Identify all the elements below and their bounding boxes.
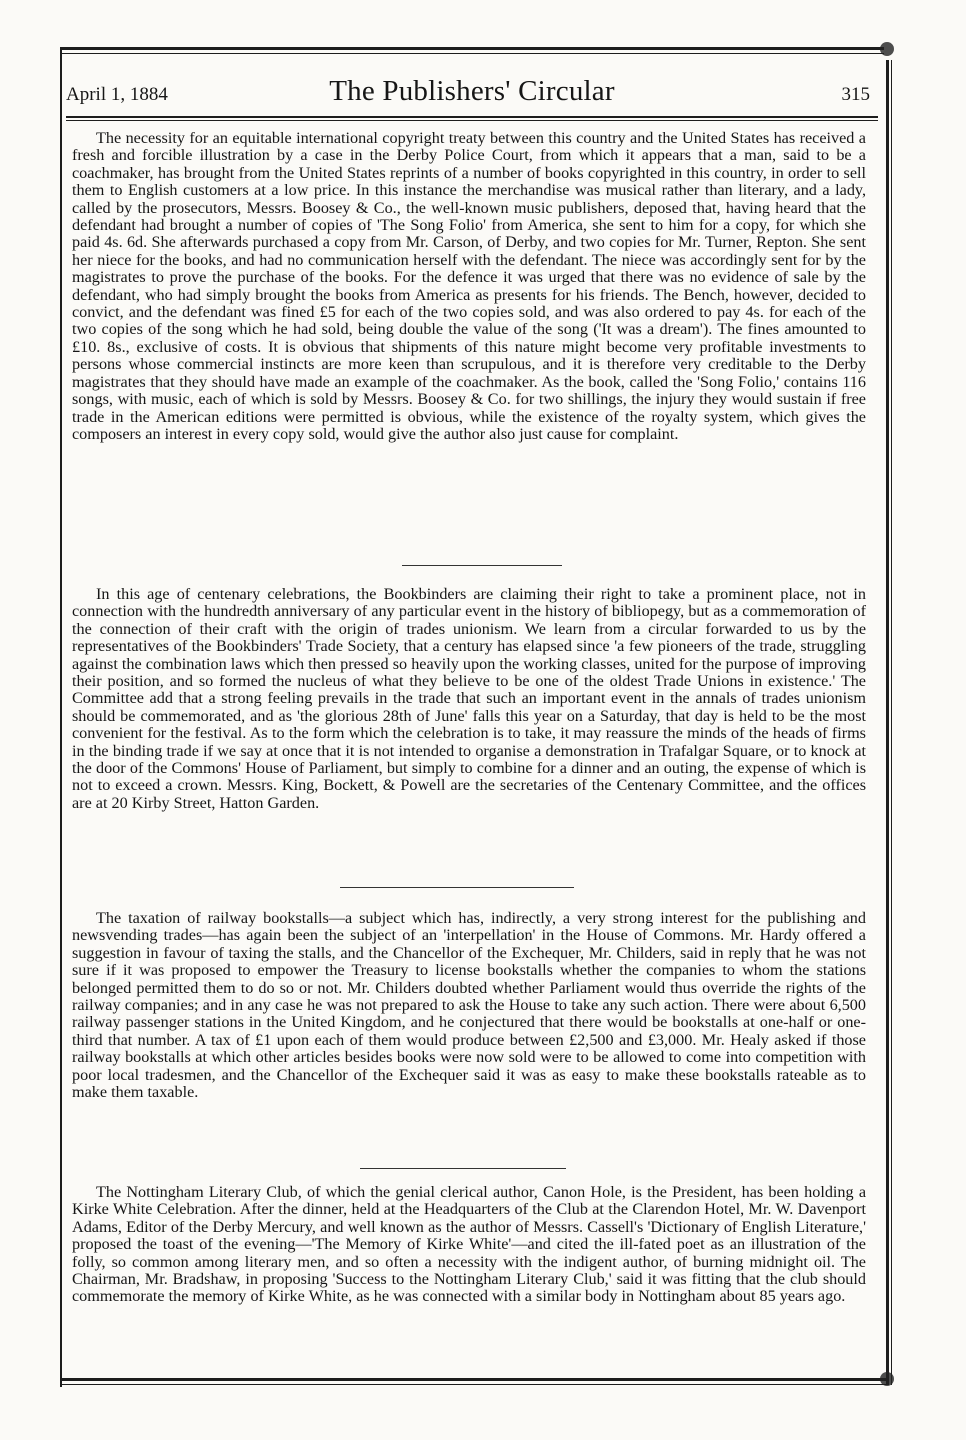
section-divider — [340, 887, 574, 888]
header-rule — [66, 116, 878, 118]
running-header — [66, 72, 878, 112]
left-border-rule — [60, 47, 62, 1387]
ink-blot-icon — [880, 1372, 894, 1386]
top-border-rule — [62, 47, 884, 50]
bottom-border-rule — [62, 1378, 888, 1381]
article-copyright-case: The necessity for an equitable international copyright treaty between this country and the United States has received a fresh and forcible illustration by a case in the Derby Police Court, from which it appears that a man, said to be a coachmaker, has brought from the United States reprints of a number of books copyrighted in this country, in order to sell them to English customers at a low price. In this instance the merchandise was musical rather than literary, and a lady, called by the prosecutors, Messrs. Boosey & Co., the well-known music publishers, deposed that, having heard that the defendant had brought a number of copies of 'The Song Folio' from America, she sent to him for a copy, for which she paid 4s. 6d. She afterwards purchased a copy from Mr. Carson, of Derby, and two copies for Mr. Turner, Repton. She sent her niece for the books, and had no communication herself with the defendant. The niece was accordingly sent for by the magistrates to prove the purchase of the books. For the defence it was urged that there was no evidence of sale by the defendant, who had simply brought the books from America as presents for his friends. The Bench, however, decided to convict, and the defendant was fined £5 for each of the two copies sold, and was also ordered to pay 4s. for each of the two copies of the song which he had sold, being double the value of the song ('It was a dream'). The fines amounted to £10. 8s., exclusive of costs. It is obvious that shipments of this nature might become very profitable investments to persons whose commercial instincts are more keen than scrupulous, and it is therefore very creditable to the Derby magistrates that they should have made an example of the coachmaker. As the book, called the 'Song Folio,' contains 116 songs, with music, each of which is sold by Messrs. Boosey & Co. for two shillings, the injury they would sustain if free trade in the American editions were permitted is obvious, while the existence of the royalty system, which gives the composers an interest in every copy sold, would give the author also just cause for complaint. — [72, 129, 866, 443]
header-rule-thin — [66, 120, 878, 121]
article-railway-bookstalls: The taxation of railway bookstalls—a subject which has, indirectly, a very strong interest for the publishing and newsvending trades—has again been the subject of an 'interpellation' in the House of Commons. Mr. Hardy offered a suggestion in favour of taxing the stalls, and the Chancellor of the Exchequer, Mr. Childers, said in reply that he was not sure if it was proposed to empower the Treasury to license bookstalls whether the companies to whom the stations belonged permitted them to do so or not. Mr. Childers doubted whether Parliament would thus override the rights of the railway companies; and in any case he was not prepared to ask the House to take any such action. There were about 6,500 railway passenger stations in the United Kingdom, and he conjectured that there would be bookstalls at one-half or one-third that number. A tax of £1 upon each of them would produce between £2,500 and £3,000. Mr. Healy asked if those railway bookstalls at which other articles besides books were now sold were to be allowed to come into competition with poor local tradesmen, and the Chancellor of the Exchequer said it was as easy to make these bookstalls rateable as to make them taxable. — [72, 909, 866, 1102]
publication-title: The Publishers' Circular — [329, 75, 615, 107]
bottom-border-rule-thin — [62, 1384, 888, 1385]
article-nottingham-literary-club: The Nottingham Literary Club, of which the genial clerical author, Canon Hole, is the President, has been holding a Kirke White Celebration. After the dinner, held at the Headquarters of the Club at the Clarendon Hotel, Mr. W. Davenport Adams, Editor of the Derby Mercury, and well known as the author of Messrs. Cassell's 'Dictionary of English Literature,' proposed the toast of the evening—'The Memory of Kirke White'—and cited the ill-fated poet as an illustration of the folly, so common among literary men, and so often a necessity with the indigent author, of burning midnight oil. The Chairman, Mr. Bradshaw, in proposing 'Success to the Nottingham Literary Club,' said it was fitting that the club should commemorate the memory of Kirke White, as he was connected with a similar body in Nottingham about 85 years ago. — [72, 1183, 866, 1306]
issue-date: April 1, 1884 — [66, 84, 168, 105]
page-number: 315 — [841, 84, 870, 105]
ink-blot-icon — [880, 42, 894, 56]
section-divider — [360, 1168, 566, 1169]
section-divider — [402, 565, 562, 566]
top-border-rule-thin — [62, 53, 884, 54]
right-border-rule — [886, 60, 889, 1385]
right-border-rule-thin — [891, 60, 892, 1385]
article-bookbinders-centenary: In this age of centenary celebrations, the Bookbinders are claiming their right to take a prominent place, not in connection with the hundredth anniversary of any particular event in the history of bibliopegy, but as a commemoration of the connection of their craft with the origin of trades unionism. We learn from a circular forwarded to us by the representatives of the Bookbinders' Trade Society, that a century has elapsed since 'a few pioneers of the trade, struggling against the combination laws which then pressed so heavily upon the working classes, united for the purpose of improving their position, and so formed the nucleus of what they believe to be one of the oldest Trade Unions in existence.' The Committee add that a strong feeling prevails in the trade that such an important event in the annals of trades unionism should be commemorated, and as 'the glorious 28th of June' falls this year on a Saturday, that day is held to be the most convenient for the festival. As to the form which the celebration is to take, it may reassure the minds of the heads of firms in the binding trade if we say at once that it is not intended to organise a demonstration in Trafalgar Square, or to knock at the door of the Commons' House of Parliament, but simply to combine for a dinner and an outing, the expense of which is not to exceed a crown. Messrs. King, Bockett, & Powell are the secretaries of the Centenary Committee, and the offices are at 20 Kirby Street, Hatton Garden. — [72, 585, 866, 812]
